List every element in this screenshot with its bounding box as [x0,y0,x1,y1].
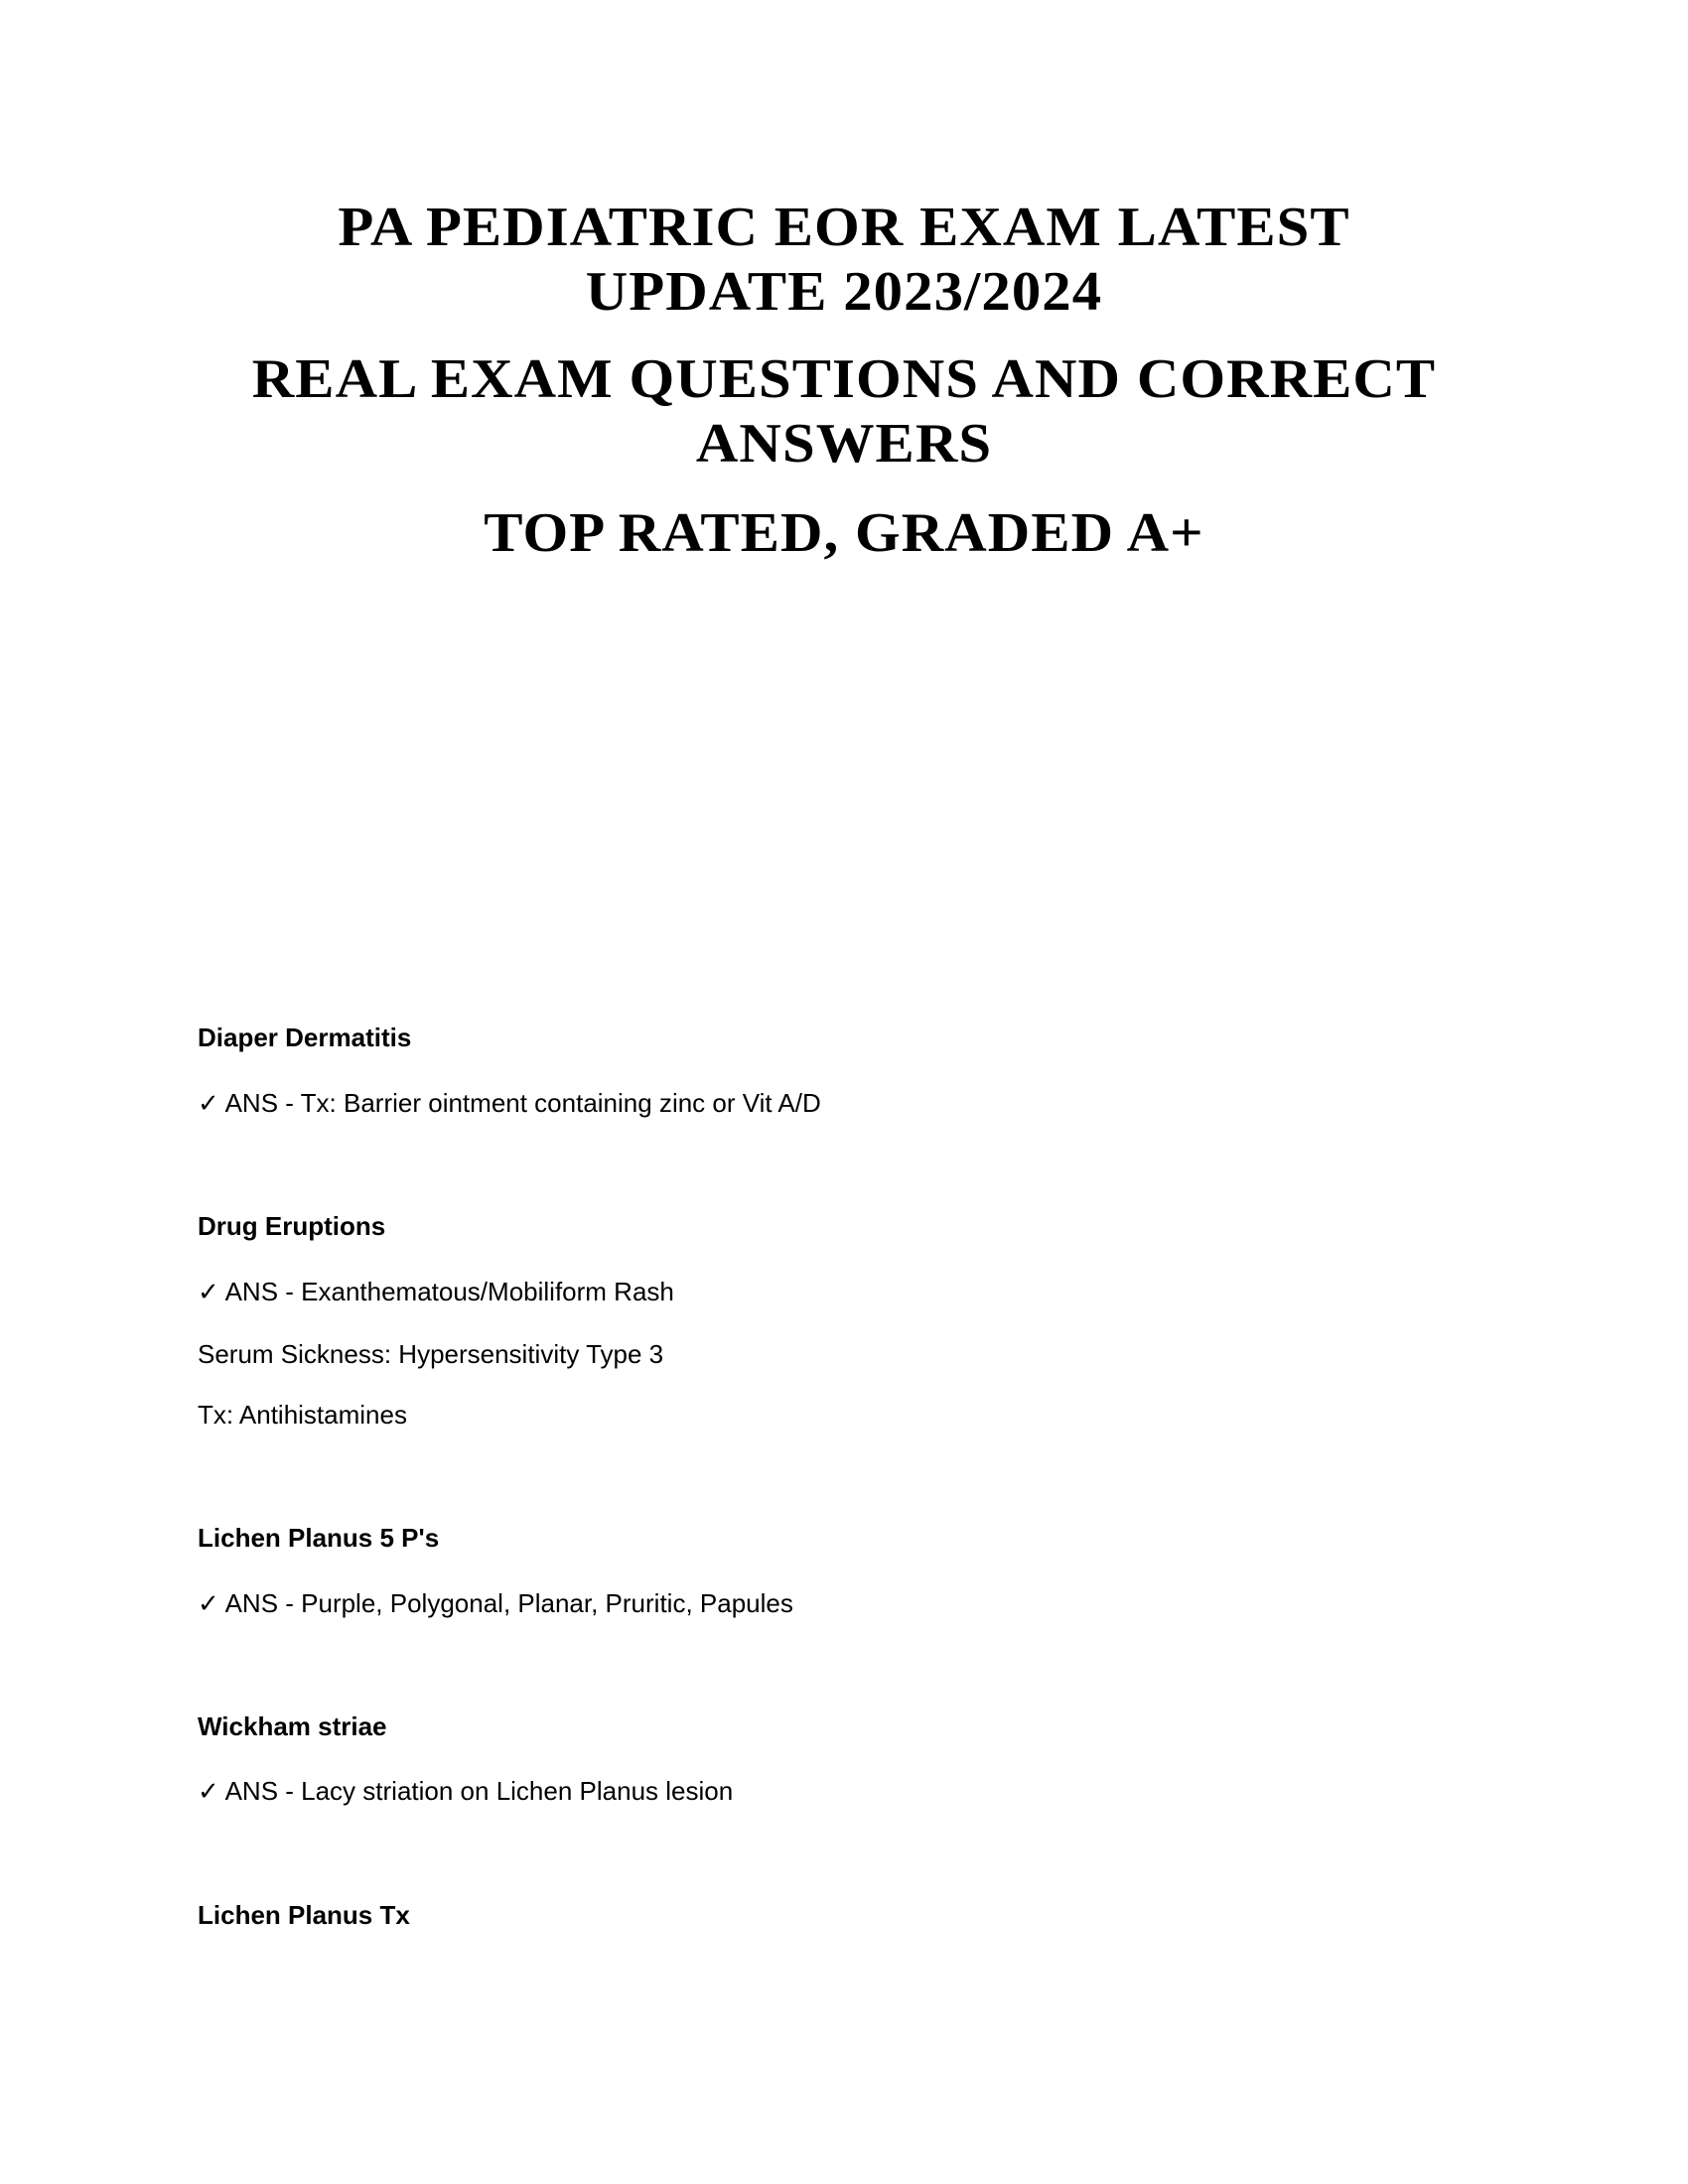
answer-detail: Serum Sickness: Hypersensitivity Type 3 [198,1339,664,1369]
question: Wickham striae [198,1711,387,1741]
question: Lichen Planus 5 P's [198,1523,440,1553]
answer: ✓ ANS - Purple, Polygonal, Planar, Pruritic, Papules [198,1588,793,1618]
answer: ✓ ANS - Tx: Barrier ointment containing zinc or Vit A/D [198,1088,821,1118]
title-line: UPDATE 2023/2024 [585,261,1103,323]
question: Drug Eruptions [198,1211,386,1241]
question: Lichen Planus Tx [198,1900,410,1930]
title-line: ANSWERS [695,413,993,475]
answer: ✓ ANS - Exanthematous/Mobiliform Rash [198,1277,674,1306]
title-line: TOP RATED, GRADED A+ [484,502,1204,564]
answer: ✓ ANS - Lacy striation on Lichen Planus lesion [198,1776,734,1806]
title-line: PA PEDIATRIC EOR EXAM LATEST [338,197,1350,258]
title-line: REAL EXAM QUESTIONS AND CORRECT [251,348,1437,410]
question: Diaper Dermatitis [198,1023,412,1052]
answer-detail: Tx: Antihistamines [198,1400,407,1430]
